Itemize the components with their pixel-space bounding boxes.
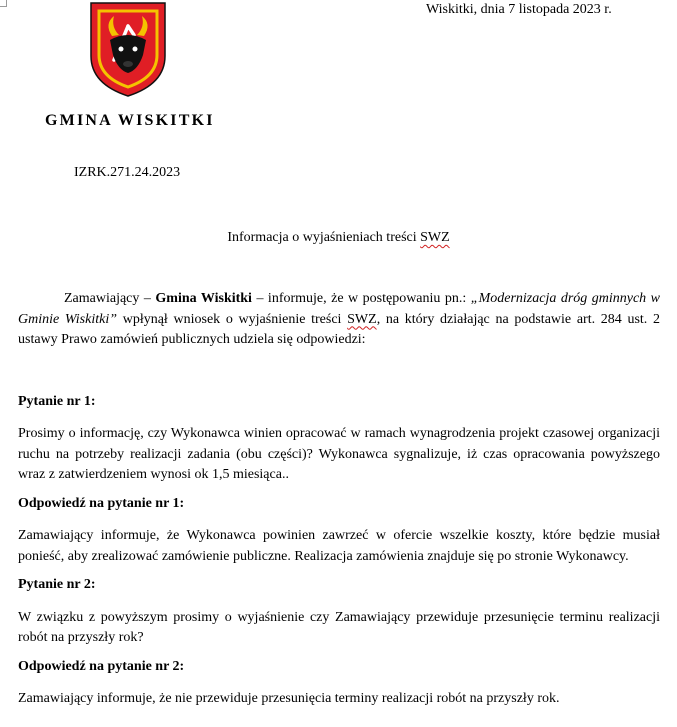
answer-1-heading: Odpowiedź na pytanie nr 1:	[18, 495, 185, 511]
question-2-heading: Pytanie nr 2:	[18, 577, 96, 592]
question-1-text: Prosimy o informację, czy Wykonawca winien opracować w ramach wynagrodzenia projekt czasowej organizacji ruchu na potrzeby realizacji zadania (obu części)? Wykonawca sygnalizuje, iż czas opracowania powyższego wraz z zatwierdzeniem wynosi ok 1,5 miesiąca..	[18, 426, 660, 482]
intro-paragraph	[18, 289, 660, 351]
intro-part-4: , na który działając na podstawie art. 284 ust. 2 ustawy Prawo zamówień publicznych udziela się odpowiedzi:	[18, 311, 660, 347]
intro-project-name: „Modernizacja dróg gminnych w Gminie Wiskitki”	[18, 291, 661, 327]
answer-2-heading: Odpowiedź na pytanie nr 2:	[18, 658, 185, 674]
question-1-heading: Pytanie nr 1:	[18, 393, 96, 409]
answer-2-text: Zamawiający informuje, że nie przewiduje przesunięcia terminy realizacji robót na przyszły rok.	[18, 691, 560, 706]
reference-number: IZRK.271.24.2023	[74, 165, 181, 180]
answer-1-text: Zamawiający informuje, że Wykonawca powinien zawrzeć w ofercie wszelkie koszty, które będzie musiał ponieść, aby zrealizować zamówienie publiczne. Realizacja zamówienia znajduje się po stronie Wykonawcy.	[18, 528, 660, 564]
page-corner-mark	[0, 0, 7, 7]
intro-part-3: wpłynął wniosek o wyjaśnienie treści	[117, 311, 348, 327]
municipality-name: GMINA WISKITKI	[45, 112, 215, 129]
document-body	[18, 289, 660, 710]
intro-part-2: – informuje, że w postępowaniu pn.:	[251, 291, 471, 306]
intro-part-1: Zamawiający –	[64, 291, 156, 306]
place-date: Wiskitki, dnia 7 listopada 2023 r.	[426, 2, 612, 17]
question-2-text: W związku z powyższym prosimy o wyjaśnienie czy Zamawiający przewiduje przesunięcie terminu realizacji robót na przyszły rok?	[18, 609, 660, 645]
title-text: Informacja o wyjaśnieniach treści	[227, 230, 421, 245]
intro-bold-name: Gmina Wiskitki	[155, 291, 252, 306]
document-title	[0, 230, 677, 246]
intro-swz: SWZ	[347, 311, 377, 327]
title-swz: SWZ	[420, 230, 450, 245]
coat-of-arms-logo	[86, 0, 170, 98]
